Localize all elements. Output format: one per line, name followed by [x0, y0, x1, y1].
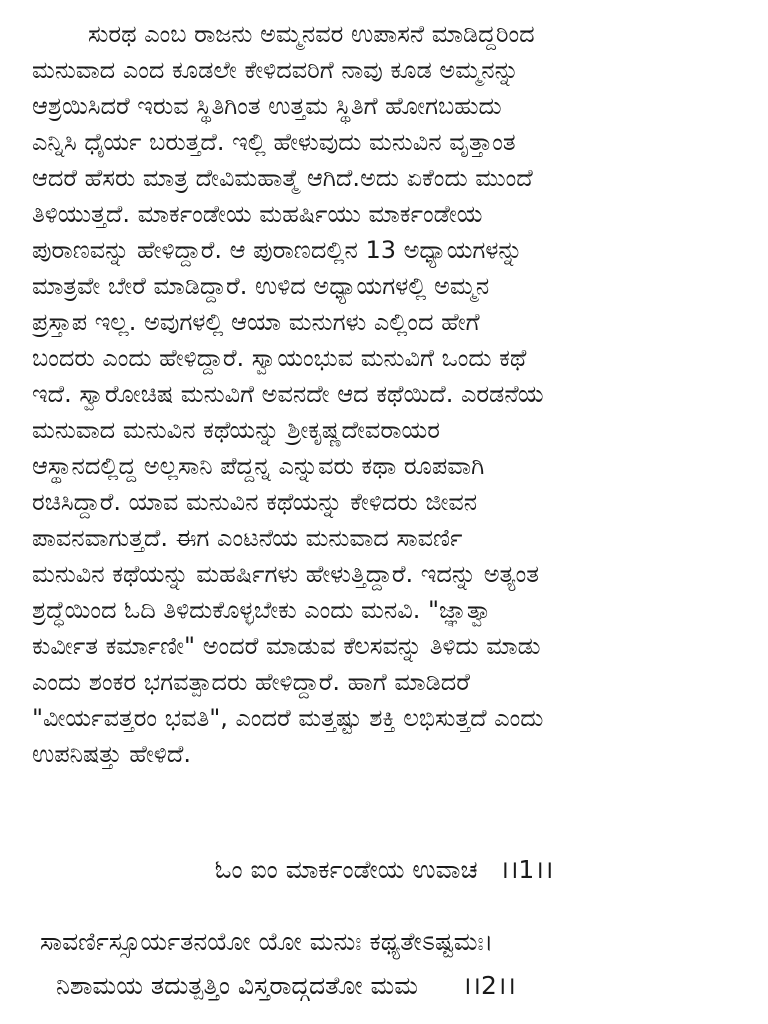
shloka-line-1: ಸಾವರ್ಣಿಸ್ಸೂರ್ಯತನಯೋ ಯೋ ಮನುಃ ಕಥ್ಯತೇಽಷ್ಟಮಃ।	[40, 927, 494, 956]
verse-heading-block	[0, 848, 768, 892]
prose-line: ಮನುವಾದ ಎಂದ ಕೂಡಲೇ ಕೇಳಿದವರಿಗೆ ನಾವು ಕೂಡ ಅಮ್ಮನನ್ನು	[32, 56, 519, 84]
prose-line: ಶ್ರದ್ಧೆಯಿಂದ ಓದಿ ತಿಳಿದುಕೊಳ್ಳಬೇಕು ಎಂದು ಮನವಿ. "ಜ್ಞಾತ್ವಾ	[32, 596, 493, 624]
prose-line: ಪುರಾಣವನ್ನು ಹೇಳಿದ್ದಾರೆ. ಆ ಪುರಾಣದಲ್ಲಿನ 13 ಅಧ್ಯಾಯಗಳನ್ನು	[32, 236, 523, 264]
shloka-line-2	[0, 964, 768, 1008]
prose-paragraph	[32, 16, 732, 772]
prose-line: ಆಸ್ಥಾನದಲ್ಲಿದ್ದ ಅಲ್ಲಸಾನಿ ಪೆದ್ದನ್ನ ಎನ್ನುವರು ಕಥಾ ರೂಪವಾಗಿ	[32, 452, 485, 480]
prose-line: ತಿಳಿಯುತ್ತದೆ. ಮಾರ್ಕಂಡೇಯ ಮಹರ್ಷಿಯು ಮಾರ್ಕಂಡೇಯ	[32, 200, 483, 228]
prose-line: ರಚಿಸಿದ್ದಾರೆ. ಯಾವ ಮನುವಿನ ಕಥೆಯನ್ನು ಕೇಳಿದರು ಜೀವನ	[32, 488, 478, 516]
prose-line: ಮಾತ್ರವೇ ಬೇರೆ ಮಾಡಿದ್ದಾರೆ. ಉಳಿದ ಅಧ್ಯಾಯಗಳಲ್ಲಿ ಅಮ್ಮನ	[32, 272, 490, 300]
shloka-line-2-text: ನಿಶಾಮಯ ತದುತ್ಪತ್ತಿಂ ವಿಸ್ತರಾದ್ಗದತೋ ಮಮ	[56, 971, 419, 1000]
prose-line: ಉಪನಿಷತ್ತು ಹೇಳಿದೆ.	[32, 740, 191, 768]
prose-line: ಎಂದು ಶಂಕರ ಭಗವತ್ಪಾದರು ಹೇಳಿದ್ದಾರೆ. ಹಾಗೆ ಮಾಡಿದರೆ	[32, 668, 470, 696]
prose-line: "ವೀರ್ಯವತ್ತರಂ ಭವತಿ", ಎಂದರೆ ಮತ್ತಷ್ಟು ಶಕ್ತಿ ಲಭಿಸುತ್ತದೆ ಎಂದು	[32, 704, 544, 732]
prose-line: ಬಂದರು ಎಂದು ಹೇಳಿದ್ದಾರೆ. ಸ್ವಾಯಂಭುವ ಮನುವಿಗೆ ಒಂದು ಕಥೆ	[32, 344, 527, 372]
prose-line: ಪಾವನವಾಗುತ್ತದೆ. ಈಗ ಎಂಟನೆಯ ಮನುವಾದ ಸಾವರ್ಣಿ	[32, 524, 463, 552]
verse-heading	[0, 848, 768, 892]
prose-line: ಎನ್ನಿಸಿ ಧೈರ್ಯ ಬರುತ್ತದೆ. ಇಲ್ಲಿ ಹೇಳುವುದು ಮನುವಿನ ವೃತ್ತಾಂತ	[32, 128, 516, 156]
verse-heading-text: ಓಂ ಐಂ ಮಾರ್ಕಂಡೇಯ ಉವಾಚ	[214, 855, 478, 884]
prose-line: ಆದರೆ ಹೆಸರು ಮಾತ್ರ ದೇವಿಮಹಾತ್ಮೆ ಆಗಿದೆ.ಅದು ಏಕೆಂದು ಮುಂದೆ	[32, 164, 533, 192]
prose-line: ಇದೆ. ಸ್ವಾರೋಚಿಷ ಮನುವಿಗೆ ಅವನದೇ ಆದ ಕಥೆಯಿದೆ. ಎರಡನೆಯ	[32, 380, 544, 408]
prose-line: ಮನುವಾದ ಮನುವಿನ ಕಥೆಯನ್ನು ಶ್ರೀಕೃಷ್ಣದೇವರಾಯರ	[32, 416, 440, 444]
prose-line: ಕುರ್ವೀತ ಕರ್ಮಾಣೀ" ಅಂದರೆ ಮಾಡುವ ಕೆಲಸವನ್ನು ತಿಳಿದು ಮಾಡು	[32, 632, 541, 660]
verse-number-marker: ।।1।।	[499, 855, 554, 884]
prose-line: ಆಶ್ರಯಿಸಿದರೆ ಇರುವ ಸ್ಥಿತಿಗಿಂತ ಉತ್ತಮ ಸ್ಥಿತಿಗೆ ಹೋಗಬಹುದು	[32, 92, 502, 120]
shloka-block	[0, 920, 768, 1008]
verse-number-marker: ।।2।।	[462, 971, 516, 1000]
prose-line: ಸುರಥ ಎಂಬ ರಾಜನು ಅಮ್ಮನವರ ಉಪಾಸನೆ ಮಾಡಿದ್ದರಿಂದ	[88, 20, 535, 48]
prose-line: ಪ್ರಸ್ತಾಪ ಇಲ್ಲ. ಅವುಗಳಲ್ಲಿ ಆಯಾ ಮನುಗಳು ಎಲ್ಲಿಂದ ಹೇಗೆ	[32, 308, 480, 336]
prose-line: ಮನುವಿನ ಕಥೆಯನ್ನು ಮಹರ್ಷಿಗಳು ಹೇಳುತ್ತಿದ್ದಾರೆ. ಇದನ್ನು ಅತ್ಯಂತ	[32, 560, 539, 588]
